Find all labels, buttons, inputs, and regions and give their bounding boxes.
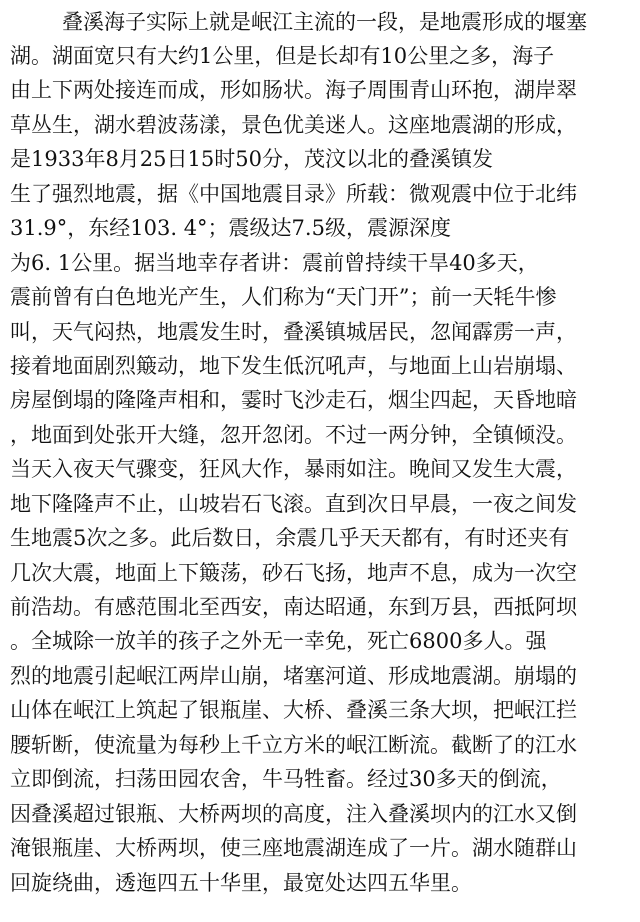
- text-line: 立即倒流，扫荡田园农舍，牛马牲畜。经过30多天的倒流，: [10, 767, 562, 791]
- text-line: 是1933年8月25日15时50分，茂汶以北的叠溪镇发: [10, 147, 493, 171]
- text-line: 回旋绕曲，透迤四五十华里，最宽处达四五华里。: [10, 871, 472, 895]
- text-line: 叫，天气闷热，地震发生时，叠溪镇城居民，忽闻霹雳一声，: [10, 320, 577, 344]
- text-line: 地下隆隆声不止，山坡岩石飞滚。直到次日早晨，一夜之间发: [10, 492, 577, 516]
- text-line: ，地面到处张开大缝，忽开忽闭。不过一两分钟，全镇倾没。: [10, 423, 577, 447]
- text-line: 前浩劫。有感范围北至西安，南达昭通，东到万县，西抵阿坝: [10, 595, 577, 619]
- text-line: 几次大震，地面上下簸荡，砂石飞扬，地声不息，成为一次空: [10, 561, 577, 585]
- text-line: 生地震5次之多。此后数日，余震几乎天天都有，有时还夹有: [10, 526, 570, 550]
- text-line: 淹银瓶崖、大桥两坝，使三座地震湖连成了一片。湖水随群山: [10, 836, 577, 860]
- text-line: 草丛生，湖水碧波荡漾，景色优美迷人。这座地震湖的形成，: [10, 113, 577, 137]
- text-line: 烈的地震引起岷江两岸山崩，堵塞河道、形成地震湖。崩塌的: [10, 664, 577, 688]
- text-line: 当天入夜天气骤变，狂风大作，暴雨如注。晚间又发生大震，: [10, 457, 577, 481]
- text-line: 为6. 1公里。据当地幸存者讲：震前曾持续干旱40多天，: [10, 251, 539, 275]
- text-line: 由上下两处接连而成，形如肠状。海子周围青山环抱，湖岸翠: [10, 78, 577, 102]
- text-line: 生了强烈地震，据《中国地震目录》所载：微观震中位于北纬: [10, 182, 577, 206]
- text-line: 房屋倒塌的隆隆声相和，霎时飞沙走石，烟尘四起，天昏地暗: [10, 388, 577, 412]
- text-line: 腰斩断，使流量为每秒上千立方米的岷江断流。截断了的江水: [10, 733, 577, 757]
- text-line: 。全城除一放羊的孩子之外无一幸免，死亡6800多人。强: [10, 629, 547, 653]
- text-line: 叠溪海子实际上就是岷江主流的一段，是地震形成的堰塞: [62, 10, 587, 34]
- text-line: 湖。湖面宽只有大约1公里，但是长却有10公里之多，海子: [10, 44, 555, 68]
- text-line: 因叠溪超过银瓶、大桥两坝的高度，注入叠溪坝内的江水又倒: [10, 802, 577, 826]
- text-line: 震前曾有白色地光产生，人们称为“天门开”；前一天牦牛惨: [10, 285, 557, 309]
- text-line: 山体在岷江上筑起了银瓶崖、大桥、叠溪三条大坝，把岷江拦: [10, 698, 577, 722]
- text-line: 接着地面剧烈簸动，地下发生低沉吼声，与地面上山岩崩塌、: [10, 354, 577, 378]
- text-line: 31.9°，东经103. 4°；震级达7.5级，震源深度: [10, 216, 451, 240]
